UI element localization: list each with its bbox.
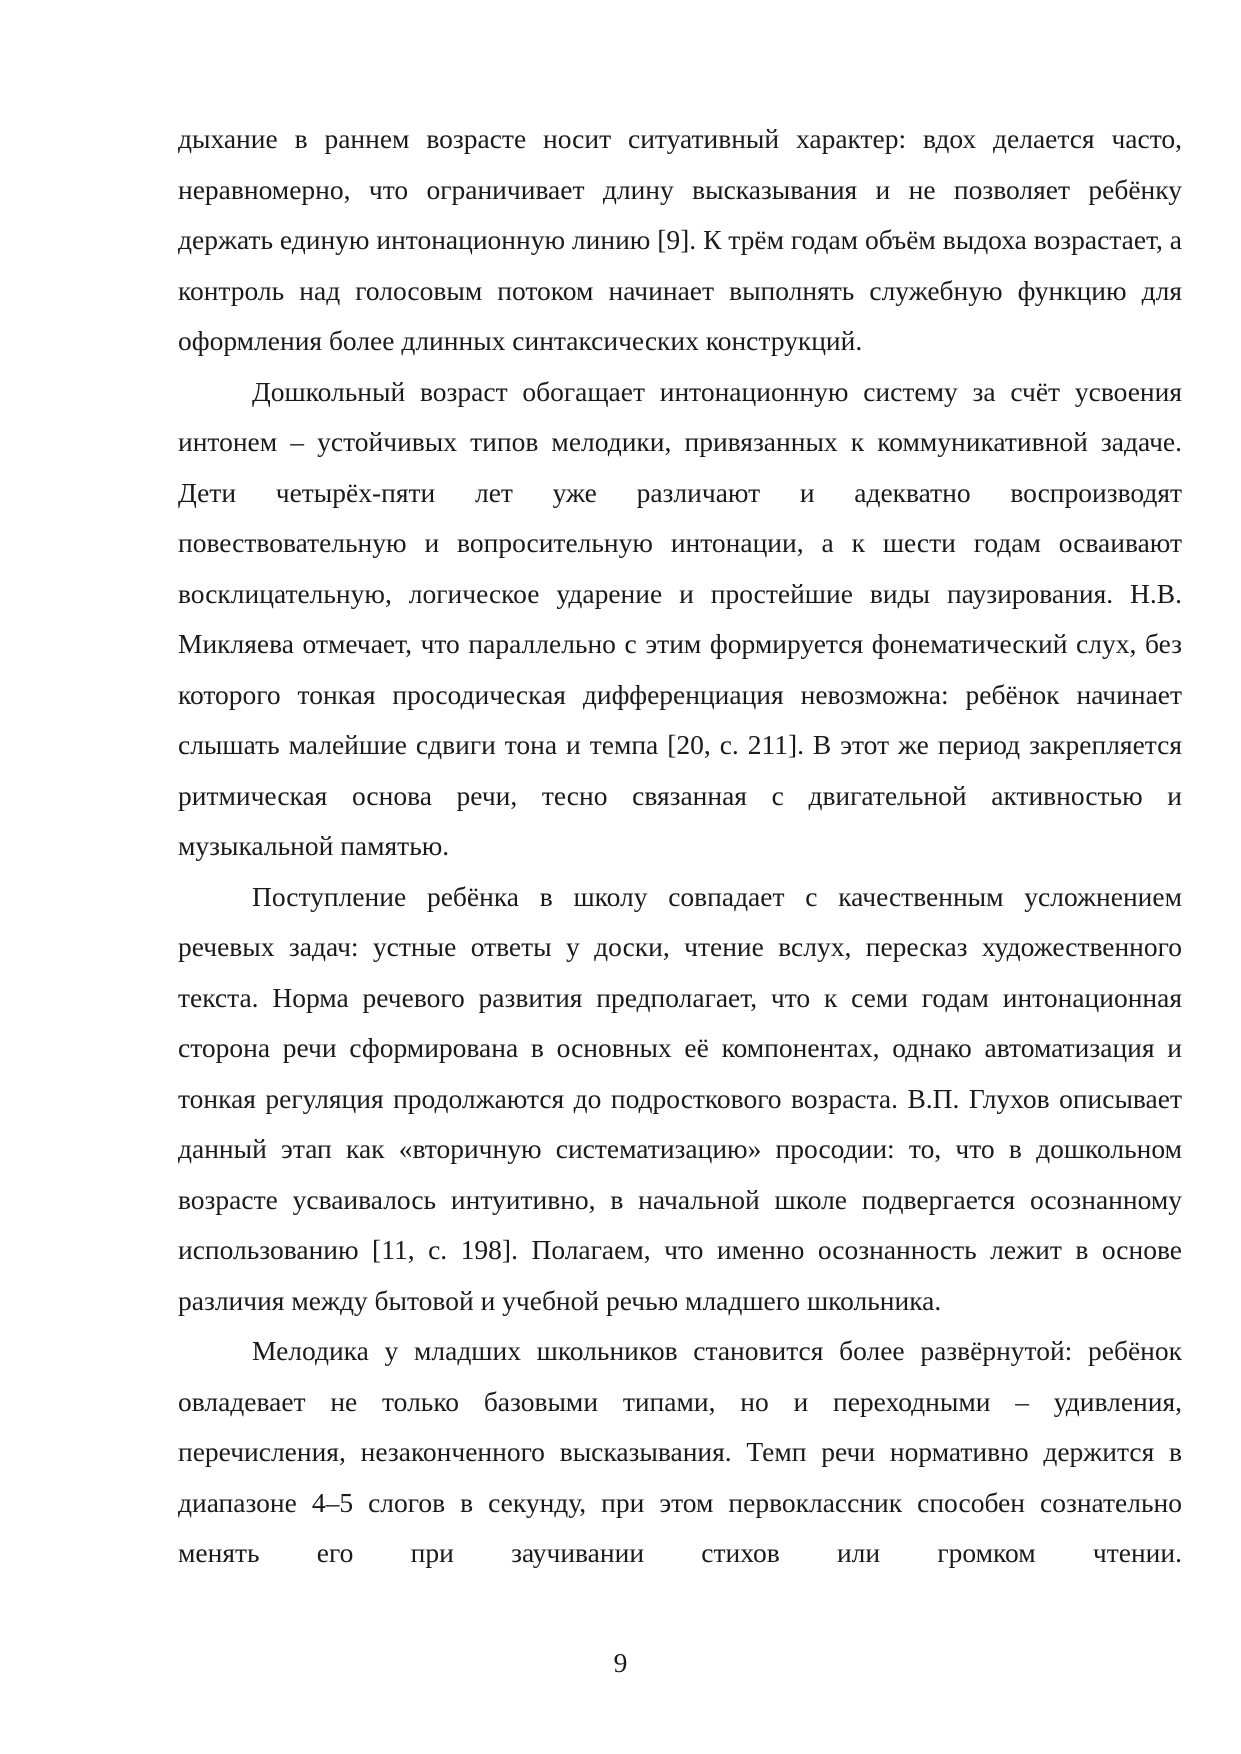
- paragraph-preschool-age: Дошкольный возраст обогащает интонационную систему за счёт усвоения интонем – устойчивых типов мелодики, привязанных к коммуникативной задаче. Дети четырёх-пяти лет уже различают и адекватно воспроизводят повествовательную и вопросительную интонации, а к шести годам осваивают восклицательную, логическое ударение и простейшие виды паузирования. Н.В. Микляева отмечает, что параллельно с этим формируется фонематический слух, без которого тонкая просодическая дифференциация невозможна: ребёнок начинает слышать малейшие сдвиги тона и темпа [20, с. 211]. В этот же период закрепляется ритмическая основа речи, тесно связанная с двигательной активностью и музыкальной памятью.: [178, 375, 1182, 861]
- paragraph-breathing: дыхание в раннем возрасте носит ситуативный характер: вдох делается часто, неравномерно, что ограничивает длину высказывания и не позволяет ребёнку держать единую интонационную линию [9]. К трём годам объём выдоха возрастает, а контроль над голосовым потоком начинает выполнять служебную функцию для оформления более длинных синтаксических конструкций.: [178, 123, 1182, 356]
- paragraph-school-entry: Поступление ребёнка в школу совпадает с качественным усложнением речевых задач: устные ответы у доски, чтение вслух, пересказ художественного текста. Норма речевого развития предполагает, что к семи годам интонационная сторона речи сформирована в основных её компонентах, однако автоматизация и тонкая регуляция продолжаются до подросткового возраста. В.П. Глухов описывает данный этап как «вторичную систематизацию» просодии: то, что в дошкольном возрасте усваивалось интуитивно, в начальной школе подвергается осознанному использованию [11, с. 198]. Полагаем, что именно осознанность лежит в основе различия между бытовой и учебной речью младшего школьника.: [178, 880, 1182, 1316]
- body-text: [178, 114, 1182, 1579]
- page-number: 9: [613, 1647, 628, 1678]
- paragraph-melody: Мелодика у младших школьников становится более развёрнутой: ребёнок овладевает не только базовыми типами, но и переходными – удивления, перечисления, незаконченного высказывания. Темп речи нормативно держится в диапазоне 4–5 слогов в секунду, при этом первоклассник способен сознательно менять его при заучивании стихов или громком чтении.: [178, 1335, 1182, 1568]
